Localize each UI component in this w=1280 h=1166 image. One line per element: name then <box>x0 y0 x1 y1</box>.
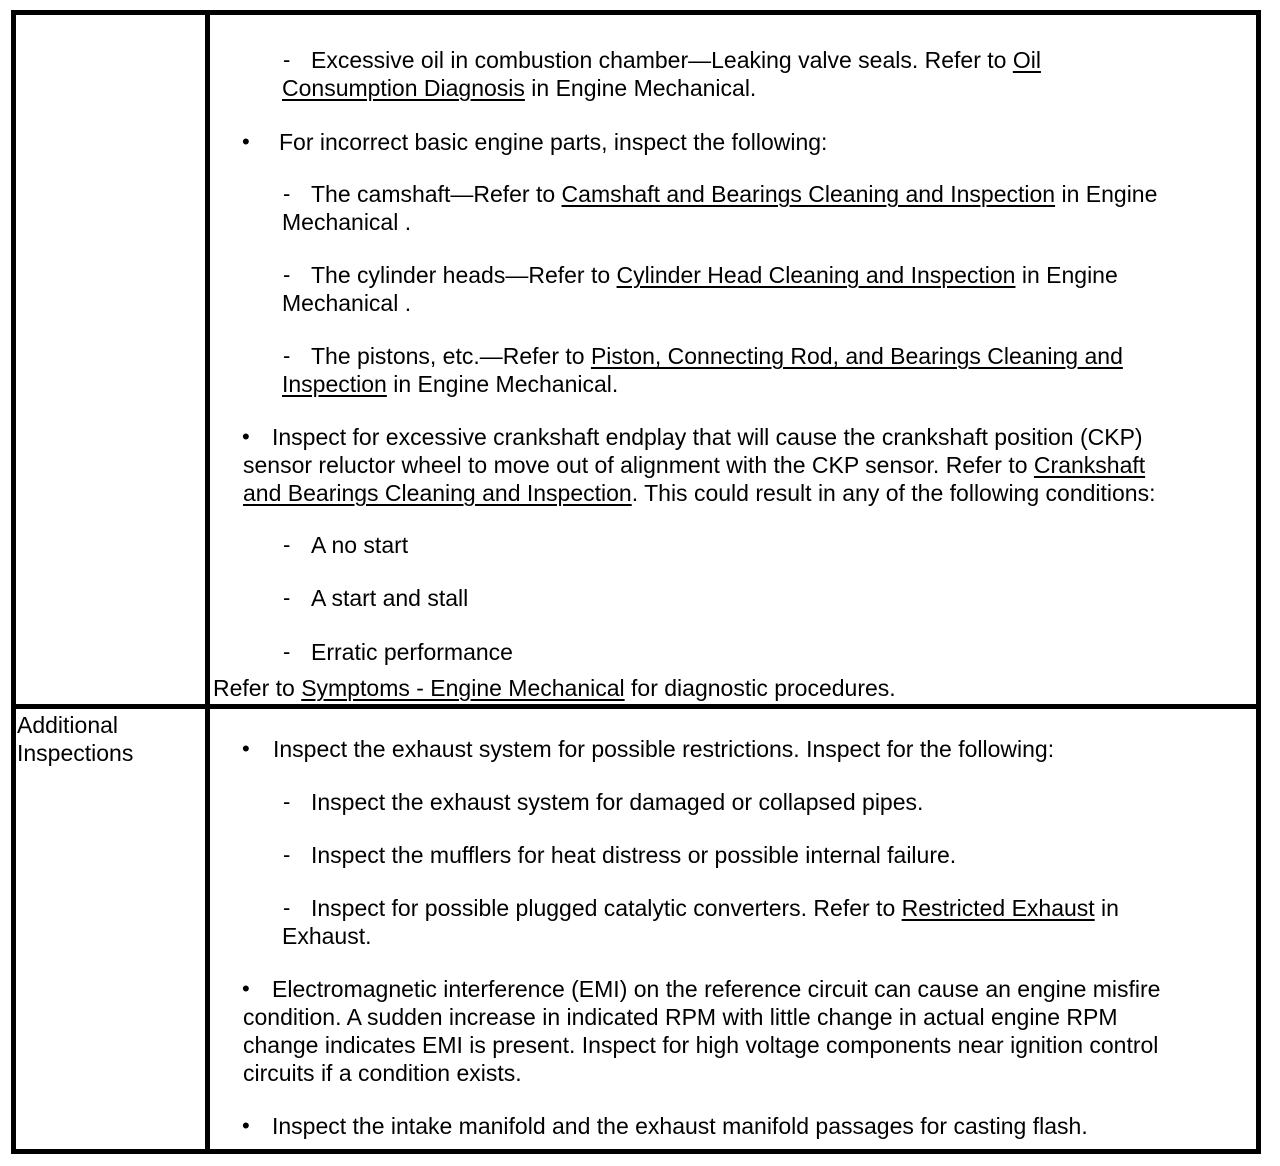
dash-marker: - <box>283 639 291 664</box>
text: Inspect for possible plugged catalytic converters. Refer to <box>311 895 902 921</box>
emi-line2: condition. A sudden increase in indicated RPM with little change in actual engine RPM <box>243 1004 1118 1030</box>
endplay-line3 <box>243 479 1156 507</box>
dash-marker: - <box>283 47 291 72</box>
text: The cylinder heads—Refer to <box>311 262 617 288</box>
bullet-marker: • <box>242 1113 250 1138</box>
text: in Engine Mechanical. <box>524 75 757 101</box>
exhaust-text: Inspect the exhaust system for possible restrictions. Inspect for the following: <box>273 736 1055 762</box>
dash-marker: - <box>283 343 291 368</box>
row2-label-line2: Inspections <box>17 740 134 766</box>
catalytic-line1 <box>311 894 1119 922</box>
mufflers-text: Inspect the mufflers for heat distress or possible internal failure. <box>311 842 957 868</box>
symptoms-line <box>213 674 896 702</box>
crankshaft-link[interactable]: Crankshaft <box>1033 452 1146 478</box>
dash-marker: - <box>283 585 291 610</box>
dash-marker: - <box>283 181 291 206</box>
pistons-line1 <box>311 342 1123 370</box>
pistons-link-cont[interactable]: Inspection <box>282 371 387 397</box>
dash-marker: - <box>283 842 291 867</box>
text: in Engine Mechanical. <box>386 371 619 397</box>
catalytic-line2: Exhaust. <box>282 923 372 949</box>
oil-consumption-link-cont[interactable]: Consumption Diagnosis <box>282 75 525 101</box>
emi-line3: change indicates EMI is present. Inspect for high voltage components near ignition control <box>243 1032 1159 1058</box>
camshaft-link[interactable]: Camshaft and Bearings Cleaning and Inspection <box>561 181 1056 207</box>
table-border-left <box>11 10 16 1154</box>
erratic-text: Erratic performance <box>311 639 513 665</box>
column-divider <box>205 10 210 1154</box>
bullet-marker: • <box>242 424 250 449</box>
dash-marker: - <box>283 895 291 920</box>
bullet-marker: • <box>242 129 250 154</box>
cylinder-heads-line1 <box>311 261 1118 289</box>
dash-marker: - <box>283 262 291 287</box>
text: . This could result in any of the following conditions: <box>631 480 1156 506</box>
oil-consumption-line2 <box>282 74 756 102</box>
camshaft-line2: Mechanical . <box>282 209 412 235</box>
dash-marker: - <box>283 532 291 557</box>
text: in Engine <box>1055 181 1158 207</box>
emi-line4: circuits if a condition exists. <box>243 1060 522 1086</box>
endplay-line2 <box>243 451 1145 479</box>
table-border-top <box>11 10 1261 15</box>
symptoms-link[interactable]: Symptoms - Engine Mechanical <box>301 675 625 701</box>
bullet-marker: • <box>242 976 250 1001</box>
row2-label-line1: Additional <box>17 712 119 738</box>
text: in <box>1094 895 1119 921</box>
basic-parts-text: For incorrect basic engine parts, inspect the following: <box>279 129 828 155</box>
table-border-right <box>1256 10 1261 1154</box>
crankshaft-link-cont[interactable]: and Bearings Cleaning and Inspection <box>243 480 632 506</box>
manifold-text: Inspect the intake manifold and the exhaust manifold passages for casting flash. <box>272 1113 1088 1139</box>
text: The camshaft—Refer to <box>311 181 562 207</box>
text: in Engine <box>1015 262 1118 288</box>
endplay-line1: Inspect for excessive crankshaft endplay that will cause the crankshaft position (CKP) <box>272 424 1143 450</box>
text: for diagnostic procedures. <box>624 675 896 701</box>
pistons-link[interactable]: Piston, Connecting Rod, and Bearings Cleaning and <box>590 343 1123 369</box>
oil-consumption-line1 <box>311 46 1041 74</box>
text: Excessive oil in combustion chamber—Leaking valve seals. Refer to <box>311 47 1013 73</box>
camshaft-line1 <box>311 180 1157 208</box>
collapsed-pipes-text: Inspect the exhaust system for damaged or collapsed pipes. <box>311 789 924 815</box>
oil-consumption-link[interactable]: Oil <box>1012 47 1041 73</box>
bullet-marker: • <box>242 736 250 761</box>
cylinder-head-link[interactable]: Cylinder Head Cleaning and Inspection <box>616 262 1016 288</box>
emi-line1: Electromagnetic interference (EMI) on the reference circuit can cause an engine misfire <box>272 976 1161 1002</box>
pistons-line2 <box>282 370 618 398</box>
text: sensor reluctor wheel to move out of alignment with the CKP sensor. Refer to <box>243 452 1034 478</box>
dash-marker: - <box>283 789 291 814</box>
text: The pistons, etc.—Refer to <box>311 343 591 369</box>
start-stall-text: A start and stall <box>311 585 469 611</box>
cylinder-heads-line2: Mechanical . <box>282 290 412 316</box>
no-start-text: A no start <box>311 532 409 558</box>
restricted-exhaust-link[interactable]: Restricted Exhaust <box>901 895 1095 921</box>
table-border-bottom <box>11 1149 1261 1154</box>
row-divider <box>11 704 1261 709</box>
text: Refer to <box>213 675 302 701</box>
